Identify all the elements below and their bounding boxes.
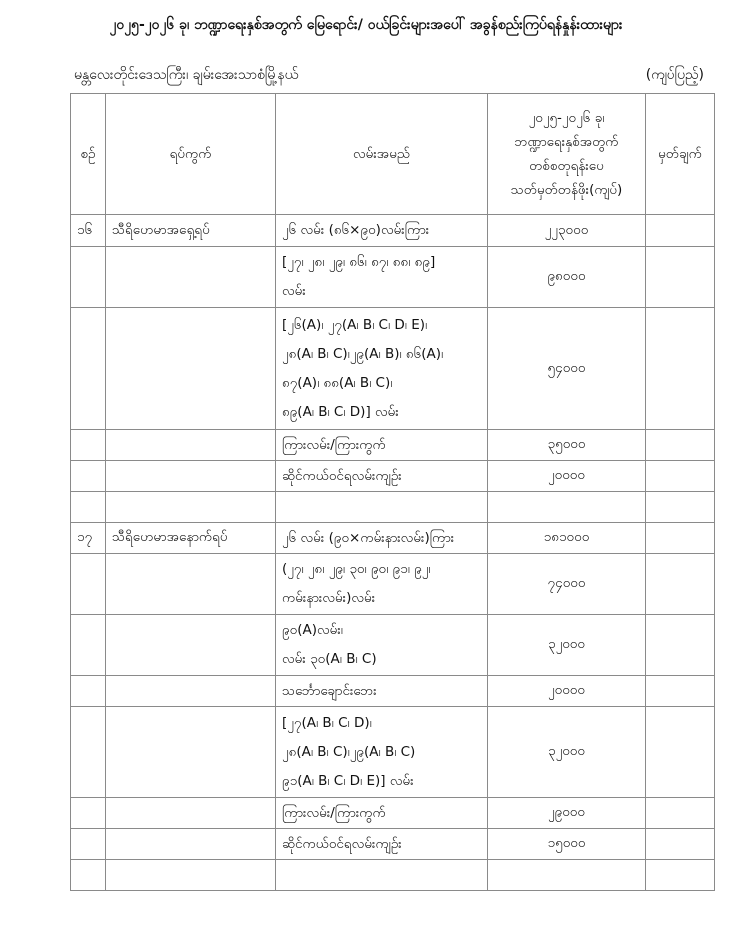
row-remark	[646, 523, 715, 554]
row-road	[276, 523, 488, 554]
row-road	[276, 798, 488, 829]
row-location	[106, 308, 276, 430]
header-road: လမ်းအမည်	[276, 94, 488, 215]
road-line: ဆိုင်ကယ်ဝင်ရလမ်းကျဉ်း	[282, 467, 402, 484]
row-amount: ၉၈၀၀၀	[488, 247, 646, 308]
road-line: ၂၈(A၊ B၊ C)၊၂၉(A၊ B၊ C)	[282, 743, 416, 760]
row-remark	[646, 615, 715, 676]
header-amount-line: ဘဏ္ဍာရေးနှစ်အတွက်	[514, 134, 619, 150]
row-number	[71, 615, 106, 676]
table-row	[71, 707, 715, 798]
header-no: စဉ်	[71, 94, 106, 215]
row-road	[276, 492, 488, 523]
road-line: ၉၀(A)လမ်း၊	[282, 622, 343, 638]
row-number	[71, 247, 106, 308]
row-remark	[646, 247, 715, 308]
row-number	[71, 798, 106, 829]
header-amount-line: ၂၀၂၅-၂၀၂၆ ခု၊	[528, 110, 605, 126]
road-line: ၈၇(A)၊ ၈၈(A၊ B၊ C)၊	[282, 374, 393, 391]
row-amount: ၂၂၃၀၀၀	[488, 215, 646, 247]
row-remark	[646, 215, 715, 247]
row-road	[276, 707, 488, 798]
row-number	[71, 829, 106, 860]
row-amount: ၂၀၀၀၀	[488, 676, 646, 707]
row-remark	[646, 308, 715, 430]
road-line: လမ်း ၃၀(A၊ B၊ C)	[282, 651, 377, 667]
row-amount: ၃၅၀၀၀	[488, 430, 646, 461]
rate-table	[70, 93, 715, 891]
row-location: သီရိဟေမာအရှေ့ရပ်	[106, 215, 276, 247]
row-road	[276, 829, 488, 860]
row-number: ၁၆	[71, 215, 106, 247]
row-road	[276, 615, 488, 676]
row-location	[106, 860, 276, 891]
header-amount-line: တစ်စတုရန်းပေ	[529, 158, 604, 174]
document-title: ၂၀၂၅-၂၀၂၆ ခု၊ ဘဏ္ဍာရေးနှစ်အတွက် မြေရောင်း/ ဝယ်ခြင်းများအပေါ် အခွန်စည်းကြပ်ရန်နှုန်းထားများ	[109, 17, 623, 33]
row-location	[106, 615, 276, 676]
road-line: ၉၁(A၊ B၊ C၊ D၊ E)] လမ်း	[282, 772, 414, 789]
row-road	[276, 554, 488, 615]
table-row	[71, 615, 715, 676]
row-remark	[646, 798, 715, 829]
row-remark	[646, 554, 715, 615]
row-location	[106, 707, 276, 798]
row-location	[106, 554, 276, 615]
region-label: မန္တလေးတိုင်းဒေသကြီး၊ ချမ်းအေးသာစံမြို့နယ်	[74, 67, 299, 83]
row-road	[276, 860, 488, 891]
road-line: [၂၇၊ ၂၈၊ ၂၉၊ ၈၆၊ ၈၇၊ ၈၈၊ ၈၉]	[282, 254, 436, 270]
table-row	[71, 554, 715, 615]
row-road	[276, 247, 488, 308]
road-line: [၂၆(A)၊ ၂၇(A၊ B၊ C၊ D၊ E)၊	[282, 316, 428, 333]
row-location	[106, 829, 276, 860]
row-remark	[646, 829, 715, 860]
row-remark	[646, 707, 715, 798]
table-row	[71, 430, 715, 461]
road-line: ကြားလမ်း/ကြားကွက်	[282, 436, 386, 453]
row-location	[106, 461, 276, 492]
row-location	[106, 492, 276, 523]
row-remark	[646, 492, 715, 523]
row-number	[71, 308, 106, 430]
row-location	[106, 247, 276, 308]
row-amount: ၂၀၀၀၀	[488, 461, 646, 492]
road-line: ၂၈(A၊ B၊ C)၊၂၉(A၊ B)၊ ၈၆(A)၊	[282, 345, 444, 362]
table-row	[71, 461, 715, 492]
table-body	[71, 215, 715, 891]
row-number: ၁၇	[71, 523, 106, 554]
row-amount: ၁၈၁၀၀၀	[488, 523, 646, 554]
road-line: ၂၆ လမ်း (၉၀×ကမ်းနားလမ်း)ကြား	[282, 529, 455, 546]
header-amount	[488, 94, 646, 215]
table-row	[71, 492, 715, 523]
row-amount: ၂၉၀၀၀	[488, 798, 646, 829]
road-line: [၂၇(A၊ B၊ C၊ D)၊	[282, 714, 372, 731]
table-row	[71, 523, 715, 554]
road-line: ၂၆ လမ်း (၈၆×၉၀)လမ်းကြား	[282, 222, 430, 238]
row-location	[106, 676, 276, 707]
road-line: (၂၇၊ ၂၈၊ ၂၉၊ ၃၀၊ ၉၀၊ ၉၁၊ ၉၂၊	[282, 561, 431, 577]
road-line: ၈၉(A၊ B၊ C၊ D)] လမ်း	[282, 403, 399, 420]
table-row	[71, 860, 715, 891]
row-remark	[646, 860, 715, 891]
row-road	[276, 676, 488, 707]
row-location	[106, 430, 276, 461]
row-amount: ၇၄၀၀၀	[488, 554, 646, 615]
row-location	[106, 798, 276, 829]
road-line: လမ်း	[282, 283, 306, 299]
row-remark	[646, 676, 715, 707]
row-remark	[646, 430, 715, 461]
row-road	[276, 308, 488, 430]
row-remark	[646, 461, 715, 492]
table-row	[71, 247, 715, 308]
row-amount	[488, 492, 646, 523]
header-remark: မှတ်ချက်	[646, 94, 715, 215]
row-number	[71, 554, 106, 615]
row-amount: ၃၂၀၀၀	[488, 615, 646, 676]
row-road	[276, 430, 488, 461]
row-number	[71, 860, 106, 891]
road-line: သင်္ဘောချောင်းဘေး	[282, 682, 377, 699]
row-road	[276, 215, 488, 247]
header-row	[71, 94, 715, 215]
row-amount: ၁၅၀၀၀	[488, 829, 646, 860]
header-amount-line: သတ်မှတ်တန်ဖိုး(ကျပ်)	[510, 182, 623, 198]
row-number	[71, 430, 106, 461]
row-number	[71, 492, 106, 523]
table-row	[71, 215, 715, 247]
road-line: ကမ်းနားလမ်း)လမ်း	[282, 590, 376, 606]
table-row	[71, 798, 715, 829]
row-number	[71, 461, 106, 492]
row-number	[71, 707, 106, 798]
row-location: သီရိဟေမာအနောက်ရပ်	[106, 523, 276, 554]
road-line: ကြားလမ်း/ကြားကွက်	[282, 804, 386, 821]
row-amount: ၃၂၀၀၀	[488, 707, 646, 798]
header-location: ရပ်ကွက်	[106, 94, 276, 215]
row-road	[276, 461, 488, 492]
table-row	[71, 308, 715, 430]
unit-label: (ကျပ်ပြည့်)	[645, 67, 704, 83]
table-row	[71, 676, 715, 707]
row-amount: ၅၄၀၀၀	[488, 308, 646, 430]
road-line: ဆိုင်ကယ်ဝင်ရလမ်းကျဉ်း	[282, 835, 402, 852]
row-amount	[488, 860, 646, 891]
table-row	[71, 829, 715, 860]
row-number	[71, 676, 106, 707]
